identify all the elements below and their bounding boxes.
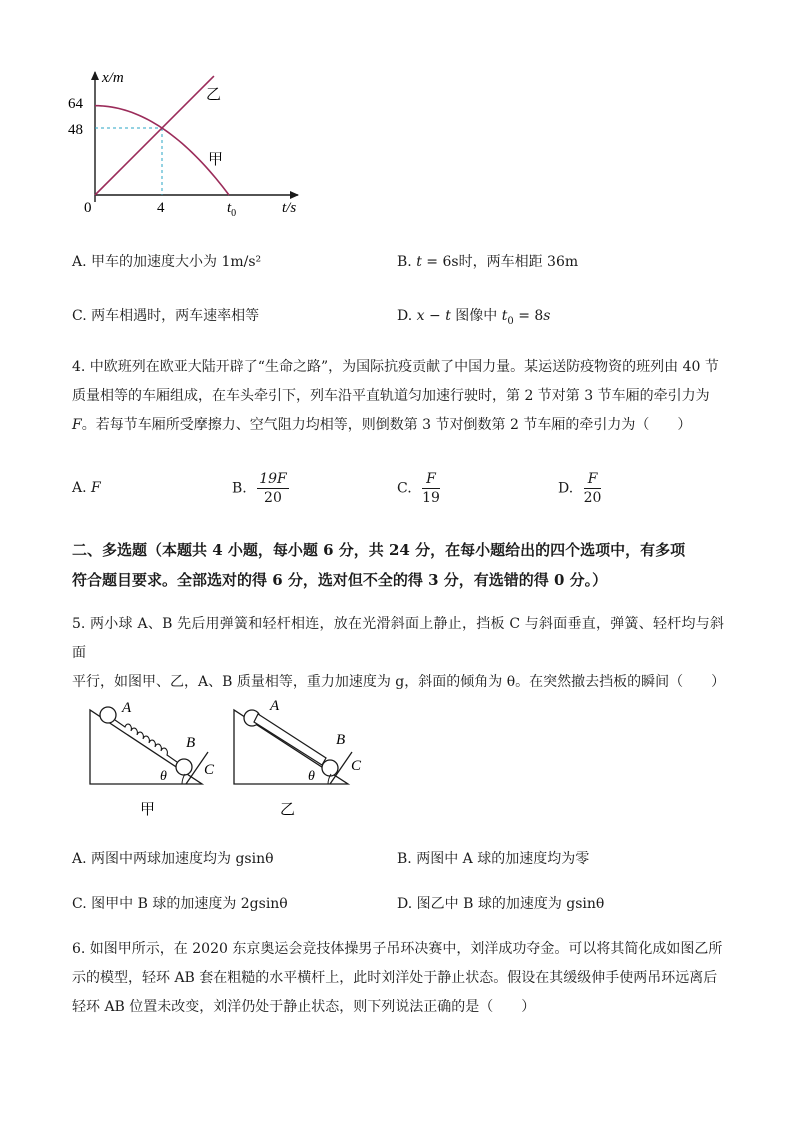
ball-b — [322, 760, 338, 776]
q4-option-b[interactable] — [232, 470, 289, 507]
fraction-denominator: 20 — [583, 490, 602, 506]
option-label: C. — [72, 896, 87, 912]
section-2-line-2: 符合题目要求。全部选对的得 6 分，选对但不全的得 3 分，有选错的得 0 分。） — [72, 571, 608, 589]
q6-stem — [72, 935, 724, 1022]
option-text: 两图中 A 球的加速度均为零 — [416, 851, 590, 867]
option-eq: = 6s — [421, 254, 459, 270]
var-x: x — [416, 308, 425, 324]
q4-option-c[interactable] — [397, 470, 440, 507]
option-label: A. — [72, 480, 87, 496]
figure-jia — [82, 692, 232, 822]
q6-line-3: 轻环 AB 位置未改变，刘洋仍处于静止状态，则下列说法正确的是（ ） — [72, 999, 536, 1015]
option-label: D. — [397, 896, 413, 912]
x-axis-label: t/s — [282, 200, 297, 216]
curve-jia — [95, 106, 229, 195]
option-label: B. — [397, 254, 412, 270]
q5-option-d[interactable] — [397, 894, 604, 914]
fraction — [257, 470, 289, 507]
y-tick-64: 64 — [68, 96, 83, 112]
y-axis-label: x/m — [102, 70, 124, 86]
origin-label: 0 — [84, 200, 92, 216]
option-eq: = 8 — [513, 308, 544, 324]
fraction-numerator: 19F — [259, 471, 287, 487]
fraction-numerator: F — [422, 470, 440, 489]
subscript: 0 — [507, 315, 514, 327]
q5-option-a[interactable] — [72, 849, 274, 869]
option-text: 时，两车相距 — [458, 254, 543, 270]
q6-line-1: 6. 如图甲所示，在 2020 东京奥运会竞技体操男子吊环决赛中，刘洋成功夺金。可以将其简化成如图乙所 — [72, 941, 723, 957]
q3-option-c[interactable] — [72, 306, 259, 326]
line-yi — [95, 76, 214, 195]
q3-option-a[interactable] — [72, 252, 261, 272]
var-t: t — [445, 308, 451, 324]
q5-line-2: 平行，如图甲、乙，A、B 质量相等，重力加速度为 g，斜面的倾角为 θ。在突然撤去挡板的瞬间（ ） — [72, 674, 726, 690]
option-label: B. — [397, 851, 412, 867]
fraction-denominator: 19 — [422, 490, 440, 506]
fraction — [584, 470, 602, 507]
label-yi: 乙 — [206, 87, 222, 103]
label-a: A — [122, 700, 132, 716]
option-text: 两车相遇时，两车速率相等 — [91, 308, 260, 324]
q6-line-2: 示的模型，轻环 AB 套在粗糙的水平横杆上，此时刘洋处于静止状态。假设在其缓级伸手使两吊环远离后 — [72, 970, 718, 986]
option-value: 36m — [547, 254, 579, 270]
option-text: 图像中 — [450, 308, 502, 324]
q4-option-d[interactable] — [558, 470, 601, 507]
option-text: 图甲中 B 球的加速度为 2gsinθ — [91, 896, 288, 912]
y-tick-48: 48 — [68, 122, 83, 138]
var-t: t — [416, 254, 422, 270]
q5-option-b[interactable] — [397, 849, 589, 869]
var-t0: t — [501, 308, 508, 324]
option-text: 甲车的加速度大小为 — [91, 254, 218, 270]
q4-line-2: 质量相等的车厢组成，在车头牵引下，列车沿平直轨道匀加速行驶时，第 2 节对第 3 节车厢的牵引力为 — [72, 388, 710, 404]
caption-jia: 甲 — [140, 802, 156, 818]
option-label: D. — [558, 480, 574, 497]
option-value: F — [91, 480, 101, 496]
q5-line-1: 5. 两小球 A、B 先后用弹簧和轻杆相连，放在光滑斜面上静止，挡板 C 与斜面垂直，弹簧、轻杆均与斜面 — [72, 616, 724, 661]
light-rod — [254, 714, 326, 765]
option-label: C. — [397, 480, 412, 497]
q5-stem — [72, 610, 724, 697]
q4-option-a[interactable] — [72, 478, 101, 498]
caption-yi: 乙 — [280, 802, 296, 818]
section-2-line-1: 二、多选题（本题共 4 小题，每小题 6 分，共 24 分，在每小题给出的四个选项中，有多项 — [72, 541, 686, 559]
figure-yi — [226, 692, 376, 822]
fraction — [422, 470, 440, 507]
x-tick-4: 4 — [157, 200, 165, 216]
x-tick-t0: $t_0$ — [227, 200, 237, 219]
q5-option-c[interactable] — [72, 894, 288, 914]
label-b: B — [336, 732, 346, 748]
label-a: A — [270, 698, 280, 714]
option-text: 图乙中 B 球的加速度为 gsinθ — [416, 896, 605, 912]
q3-option-b[interactable] — [397, 252, 578, 272]
label-theta: θ — [160, 769, 167, 784]
minus: − — [424, 308, 446, 324]
var-F: F — [72, 417, 82, 433]
q4-line-3-text: 。若每节车厢所受摩擦力、空气阻力均相等，则倒数第 3 节对倒数第 2 节车厢的牵引力为（ ） — [81, 417, 692, 433]
option-label: C. — [72, 308, 87, 324]
option-label: A. — [72, 851, 87, 867]
ball-b — [176, 759, 192, 775]
option-unit: 1m/s² — [221, 254, 262, 270]
option-text: 两图中两球加速度均为 gsinθ — [91, 851, 274, 867]
label-b: B — [186, 735, 196, 751]
ball-a — [100, 707, 116, 723]
label-c: C — [204, 762, 215, 778]
fraction-denominator: 20 — [264, 490, 282, 506]
option-label: D. — [397, 308, 413, 324]
unit-s: s — [543, 308, 551, 324]
section-2-heading — [72, 535, 724, 595]
xt-graph — [60, 62, 320, 222]
label-theta: θ — [308, 769, 315, 784]
q3-option-d[interactable] — [397, 306, 550, 332]
option-label: A. — [72, 254, 87, 270]
fraction-numerator: F — [584, 470, 602, 489]
label-c: C — [351, 758, 362, 774]
label-jia: 甲 — [208, 152, 224, 168]
q4-stem — [72, 353, 724, 440]
spring — [115, 720, 177, 762]
q4-line-1: 4. 中欧班列在欧亚大陆开辟了“生命之路”，为国际抗疫贡献了中国力量。某运送防疫物资的班列由 40 节 — [72, 359, 719, 375]
q4-line-3 — [72, 411, 724, 440]
option-label: B. — [232, 480, 247, 497]
